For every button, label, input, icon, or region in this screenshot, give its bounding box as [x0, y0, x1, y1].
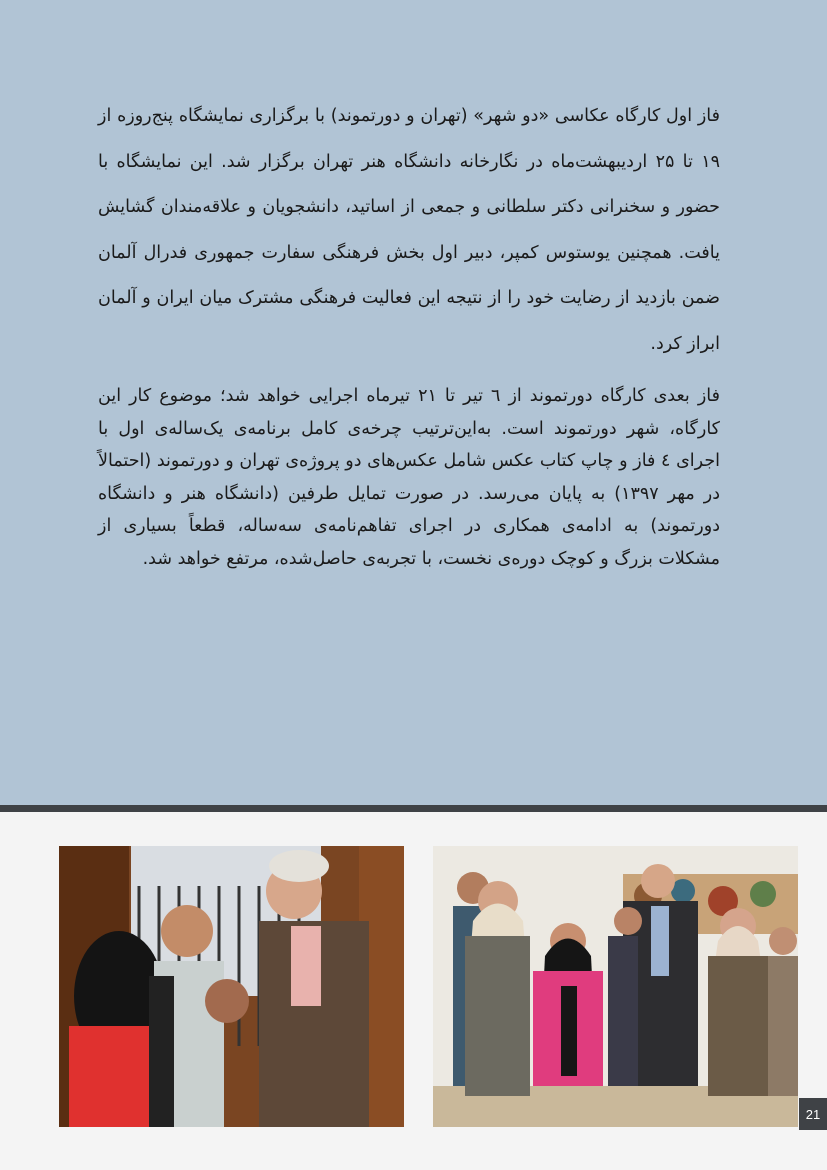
paragraph-first-phase: فاز اول کارگاه عکاسی «دو شهر» (تهران و دورتموند) با برگزاری نمایشگاه پنج‌روزه از ۱۹ تا ۲۵ اردیبهشت‌ماه در نگارخانه دانشگاه هنر تهران برگزار شد. این نمایشگاه با حضور و سخنرانی دکتر سلطانی و جمعی از اساتید، دانشجویان و علاقه‌مندان گشایش یافت. همچنین یوستوس کمپر، دبیر اول بخش فرهنگی سفارت جمهوری فدرال آلمان ضمن بازدید از رضایت خود را از نتیجه این فعالیت فرهنگی مشترک میان ایران و آلمان ابراز کرد. — [98, 106, 721, 354]
paragraph-next-phase: فاز بعدی کارگاه دورتموند از ٦ تیر تا ۲۱ تیرماه اجرایی خواهد شد؛ موضوع کار این کارگاه، شهر دورتموند است. به‌این‌ترتیب چرخه‌ی کامل برنامه‌ی یک‌ساله‌ی اول با اجرای ٤ فاز و چاپ کتاب عکس شامل عکس‌های دو پروژه‌ی تهران و دورتموند (احتمالاً در مهر ۱۳۹۷) به پایان می‌رسد. در صورت تمایل طرفین (دانشگاه هنر و دانشگاه دورتموند) به ادامه‌ی همکاری در اجرای تفاهم‌نامه‌ی سه‌ساله، قطعاً بسیاری از مشکلات بزرگ و کوچک دوره‌ی نخست، با تجربه‌ی حاصل‌شده، مرتفع خواهد شد. — [98, 386, 720, 569]
photo-conversation — [59, 846, 404, 1127]
page-number-badge: 21 — [799, 1098, 827, 1130]
photo-exhibition-group — [433, 846, 798, 1127]
section-divider — [0, 805, 827, 812]
